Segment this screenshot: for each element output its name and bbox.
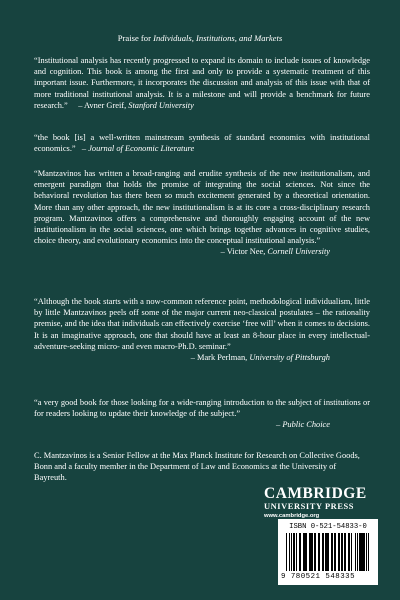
- review-quote-greif: [34, 55, 370, 111]
- attribution-name: – Mark Perlman,: [190, 353, 250, 363]
- publisher-logo: [264, 486, 370, 520]
- attribution-name: –: [81, 144, 89, 154]
- quote-text: “Institutional analysis has recently progressed to expand its domain to include issues of knowledge and cognition. This book is among the first and only to provide a systematic treatment of this important issue. Furthermore, it incorporates the discussion and analysis of this issue with that of more traditional institutional analysis. It is a milestone and will provide a benchmark for future research.”: [34, 56, 370, 110]
- isbn-barcode-box: [278, 519, 378, 585]
- publisher-url: www.cambridge.org: [264, 513, 320, 519]
- quote-attribution: [78, 144, 194, 153]
- author-bio: C. Mantzavinos is a Senior Fellow at the Max Planck Institute for Research on Collective Goods, Bonn and a faculty member in the Department of Law and Economics at the University of Bayreuth.: [34, 451, 360, 483]
- quote-text: “Although the book starts with a now-common reference point, methodological individualism, little by little Mantzavinos peels off some of the major current neo-classical postulates – the rationality premise, and the idea that individuals can effectively exercise ‘free will’ when it comes to decisions. It is an imaginative approach, one that should have at least an 8-hour place in every intellectual-adventure-seeking micro- and even macro-Ph.D. seminar.”: [34, 297, 370, 351]
- attribution-name: – Victor Nee,: [220, 247, 268, 257]
- praise-heading-book-title: Individuals, Institutions, and Markets: [153, 33, 283, 43]
- barcode-bars: [286, 533, 370, 571]
- review-quote-public-choice: [34, 397, 370, 431]
- barcode-icon: [286, 533, 370, 571]
- isbn-label: ISBN 0-521-54833-0: [289, 523, 367, 531]
- barcode-digits: 9 780521 548335: [281, 573, 356, 581]
- publisher-subname: UNIVERSITY PRESS: [264, 502, 355, 511]
- quote-attribution: [34, 352, 370, 363]
- attribution-affiliation: Journal of Economic Literature: [88, 144, 195, 154]
- publisher-name: CAMBRIDGE: [264, 485, 367, 502]
- attribution-affiliation: Public Choice: [282, 420, 330, 430]
- quote-text: “a very good book for those looking for a wide-ranging introduction to the subject of institutions or for readers looking to update their knowledge of the subject.”: [34, 398, 370, 419]
- review-quote-nee: [34, 168, 370, 258]
- attribution-affiliation: Cornell University: [267, 247, 330, 257]
- attribution-affiliation: University of Pittsburgh: [249, 353, 330, 363]
- quote-text: “the book [is] a well-written mainstream synthesis of standard economics with institutional economics.”: [34, 133, 370, 154]
- quote-attribution: [34, 419, 370, 430]
- attribution-name: –: [276, 420, 283, 430]
- attribution-name: – Avner Greif,: [78, 100, 129, 110]
- quote-attribution: [70, 101, 194, 110]
- attribution-affiliation: Stanford University: [128, 100, 194, 110]
- praise-heading-prefix: Praise for: [117, 33, 154, 43]
- quote-text: “Mantzavinos has written a broad-ranging and erudite synthesis of the new institutionalism, and emergent paradigm that holds the promise of integrating the social sciences. Not since the behavioral revolution has there been so much excitement generated by a theoretical orientation. More than any other approach, the new institutionalism is at its core a cross-disciplinary research program. Mantzavinos offers a comprehensive and thoroughly engaging account of the new institutionalism in the social sciences, one which brings together advances in cognitive studies, choice theory, and evolutionary economics into the conceptual institutional analysis.”: [34, 169, 370, 246]
- review-quote-jel: [34, 132, 370, 154]
- barcode-bar: [369, 533, 370, 571]
- praise-heading: [0, 33, 400, 43]
- quote-attribution: [34, 246, 370, 257]
- review-quote-perlman: [34, 296, 370, 363]
